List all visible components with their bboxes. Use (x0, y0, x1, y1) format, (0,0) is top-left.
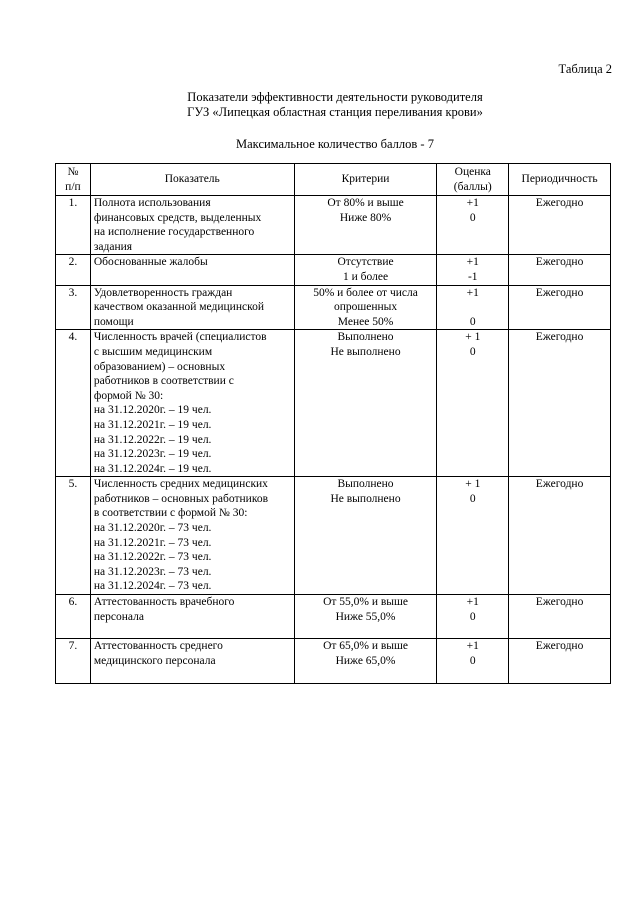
score-value: 0 (469, 345, 476, 358)
indicator-line: работников в соответствии с (93, 375, 234, 388)
header-indicator: Показатель (90, 164, 294, 196)
criteria-cell (294, 477, 437, 595)
indicator-cell (90, 639, 294, 684)
indicator-cell (90, 255, 294, 285)
score-value: -1 (467, 270, 478, 283)
table-row (56, 595, 611, 639)
score-value: +1 (466, 286, 479, 299)
criteria-line: Менее 50% (337, 315, 394, 328)
title-line-2: ГУЗ «Липецкая областная станция переливания крови» (187, 105, 483, 119)
score-value (440, 300, 505, 315)
score-value: 0 (469, 610, 476, 623)
criteria-line: Не выполнено (330, 345, 401, 358)
indicator-line: на 31.12.2024г. – 19 чел. (93, 462, 212, 475)
row-number: 4. (56, 330, 91, 477)
indicator-line: Полнота использования (93, 197, 211, 209)
table-row (56, 639, 611, 684)
score-cell (437, 285, 509, 330)
score-value: + 1 (465, 331, 481, 344)
score-value: 0 (469, 492, 476, 505)
indicator-line: на исполнение государственного (93, 226, 255, 239)
criteria-cell (294, 639, 437, 684)
indicator-cell (90, 330, 294, 477)
score-cell (437, 639, 509, 684)
periodicity-cell: Ежегодно (509, 196, 611, 255)
indicator-line: на 31.12.2022г. – 73 чел. (93, 551, 212, 564)
indicator-cell (90, 285, 294, 330)
score-value: +1 (466, 197, 479, 209)
criteria-line: опрошенных (333, 301, 398, 314)
criteria-line: 1 и более (343, 270, 389, 283)
score-value: 0 (469, 654, 476, 667)
row-number: 2. (56, 255, 91, 285)
indicator-line: медицинского персонала (93, 654, 216, 667)
table-header-row (56, 164, 611, 196)
criteria-cell (294, 255, 437, 285)
table-row (56, 477, 611, 595)
indicator-line: в соответствии с формой № 30: (93, 507, 248, 520)
periodicity-cell: Ежегодно (509, 285, 611, 330)
row-number: 7. (56, 639, 91, 684)
indicator-line: Удовлетворенность граждан (93, 286, 233, 299)
periodicity-cell: Ежегодно (509, 330, 611, 477)
header-criteria: Критерии (294, 164, 437, 196)
table-body (56, 196, 611, 684)
indicator-line: качеством оказанной медицинской (93, 301, 264, 314)
indicator-line: персонала (93, 610, 144, 623)
indicator-line: Обоснованные жалобы (93, 256, 208, 269)
indicator-line: Численность средних медицинских (93, 478, 268, 491)
indicator-line: с высшим медицинским (93, 345, 213, 358)
indicator-line: работников – основных работников (93, 492, 268, 505)
indicator-line: образованием) – основных (93, 360, 226, 373)
table-row (56, 330, 611, 477)
criteria-line: От 80% и выше (327, 197, 404, 209)
indicator-line: Численность врачей (специалистов (93, 331, 267, 344)
periodicity-cell: Ежегодно (509, 255, 611, 285)
indicator-line: формой № 30: (93, 389, 164, 402)
score-value: +1 (466, 596, 479, 609)
indicator-line: помощи (93, 315, 134, 328)
criteria-line: Отсутствие (337, 256, 394, 269)
row-number: 1. (56, 196, 91, 255)
indicator-cell (90, 196, 294, 255)
indicator-line: на 31.12.2024г. – 73 чел. (93, 580, 212, 593)
indicator-line: на 31.12.2021г. – 73 чел. (93, 536, 212, 549)
criteria-line: Не выполнено (330, 492, 401, 505)
document-title (0, 90, 640, 120)
row-number: 6. (56, 595, 91, 639)
indicator-line: Аттестованность врачебного (93, 596, 235, 609)
indicator-line: задания (93, 240, 133, 253)
indicator-line: на 31.12.2020г. – 19 чел. (93, 404, 212, 417)
criteria-line: От 65,0% и выше (323, 640, 408, 653)
criteria-line: От 55,0% и выше (323, 596, 408, 609)
score-value: 0 (469, 211, 476, 224)
indicator-line: на 31.12.2023г. – 19 чел. (93, 448, 212, 461)
table-row (56, 285, 611, 330)
indicator-line: на 31.12.2020г. – 73 чел. (93, 522, 212, 535)
score-cell (437, 255, 509, 285)
score-value: 0 (469, 315, 476, 328)
criteria-line: Выполнено (337, 478, 394, 491)
periodicity-cell: Ежегодно (509, 595, 611, 639)
score-cell (437, 330, 509, 477)
score-cell (437, 196, 509, 255)
indicator-cell (90, 595, 294, 639)
indicator-line: на 31.12.2021г. – 19 чел. (93, 418, 212, 431)
indicators-table (55, 163, 611, 684)
header-period: Периодичность (509, 164, 611, 196)
title-line-1: Показатели эффективности деятельности руководителя (187, 90, 483, 104)
criteria-cell (294, 595, 437, 639)
indicator-line: Аттестованность среднего (93, 640, 223, 653)
table-label: Таблица 2 (558, 62, 612, 76)
max-score-caption: Максимальное количество баллов - 7 (236, 137, 434, 151)
periodicity-cell: Ежегодно (509, 477, 611, 595)
criteria-cell (294, 330, 437, 477)
criteria-cell (294, 196, 437, 255)
score-cell (437, 477, 509, 595)
score-value: +1 (466, 640, 479, 653)
periodicity-cell: Ежегодно (509, 639, 611, 684)
score-cell (437, 595, 509, 639)
indicator-line: на 31.12.2022г. – 19 чел. (93, 433, 212, 446)
criteria-line: Ниже 55,0% (335, 610, 396, 623)
header-score: Оценка (баллы) (437, 164, 509, 196)
criteria-line: Выполнено (337, 331, 394, 344)
criteria-line: Ниже 65,0% (335, 654, 396, 667)
header-num: № п/п (56, 164, 91, 196)
indicator-line: на 31.12.2023г. – 73 чел. (93, 565, 212, 578)
criteria-line: Ниже 80% (339, 211, 392, 224)
indicator-cell (90, 477, 294, 595)
score-value: + 1 (465, 478, 481, 491)
table-row (56, 196, 611, 255)
table-row (56, 255, 611, 285)
indicator-line: финансовых средств, выделенных (93, 211, 262, 224)
criteria-cell (294, 285, 437, 330)
row-number: 5. (56, 477, 91, 595)
criteria-line: 50% и более от числа (313, 286, 418, 299)
row-number: 3. (56, 285, 91, 330)
score-value: +1 (466, 256, 479, 269)
